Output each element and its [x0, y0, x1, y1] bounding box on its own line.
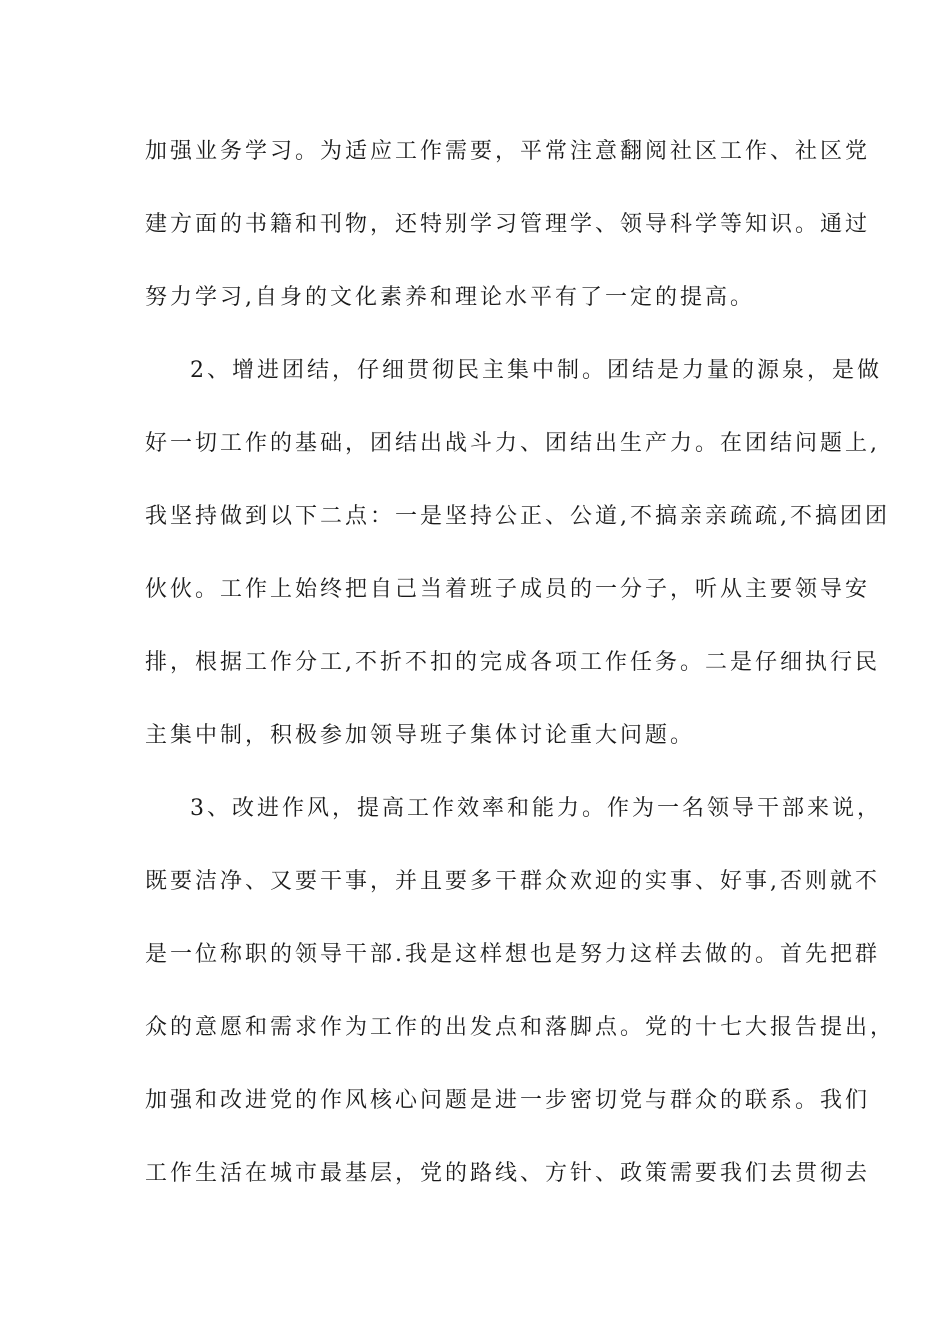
paragraph-line: 主集中制，积极参加领导班子集体讨论重大问题。: [145, 723, 696, 748]
paragraph-line: 众的意愿和需求作为工作的出发点和落脚点。党的十七大报告提出，: [145, 1015, 896, 1040]
paragraph-line: 排，根据工作分工,不折不扣的完成各项工作任务。二是仔细执行民: [145, 650, 880, 675]
paragraph-line: 加强和改进党的作风核心问题是进一步密切党与群众的联系。我们: [145, 1088, 871, 1113]
paragraph-line: 是一位称职的领导干部.我是这样想也是努力这样去做的。首先把群: [145, 942, 880, 967]
paragraph-line: 好一切工作的基础，团结出战斗力、团结出生产力。在团结问题上,: [145, 431, 880, 456]
paragraph-line: 既要洁净、又要干事，并且要多干群众欢迎的实事、好事,否则就不: [145, 869, 880, 894]
paragraph-line: 努力学习,自身的文化素养和理论水平有了一定的提高。: [145, 285, 755, 310]
paragraph-line: 伙伙。工作上始终把自己当着班子成员的一分子，听从主要领导安: [145, 577, 871, 602]
paragraph-line: 加强业务学习。为适应工作需要，平常注意翻阅社区工作、社区党: [145, 139, 871, 164]
paragraph-line: 2、增进团结，仔细贯彻民主集中制。团结是力量的源泉，是做: [190, 358, 882, 383]
paragraph-line: 工作生活在城市最基层，党的路线、方针、政策需要我们去贯彻去: [145, 1161, 871, 1186]
paragraph-line: 我坚持做到以下二点：一是坚持公正、公道,不搞亲亲疏疏,不搞团团: [145, 504, 890, 529]
paragraph-line: 建方面的书籍和刊物，还特别学习管理学、领导科学等知识。通过: [145, 212, 871, 237]
paragraph-line: 3、改进作风，提高工作效率和能力。作为一名领导干部来说，: [190, 796, 882, 821]
